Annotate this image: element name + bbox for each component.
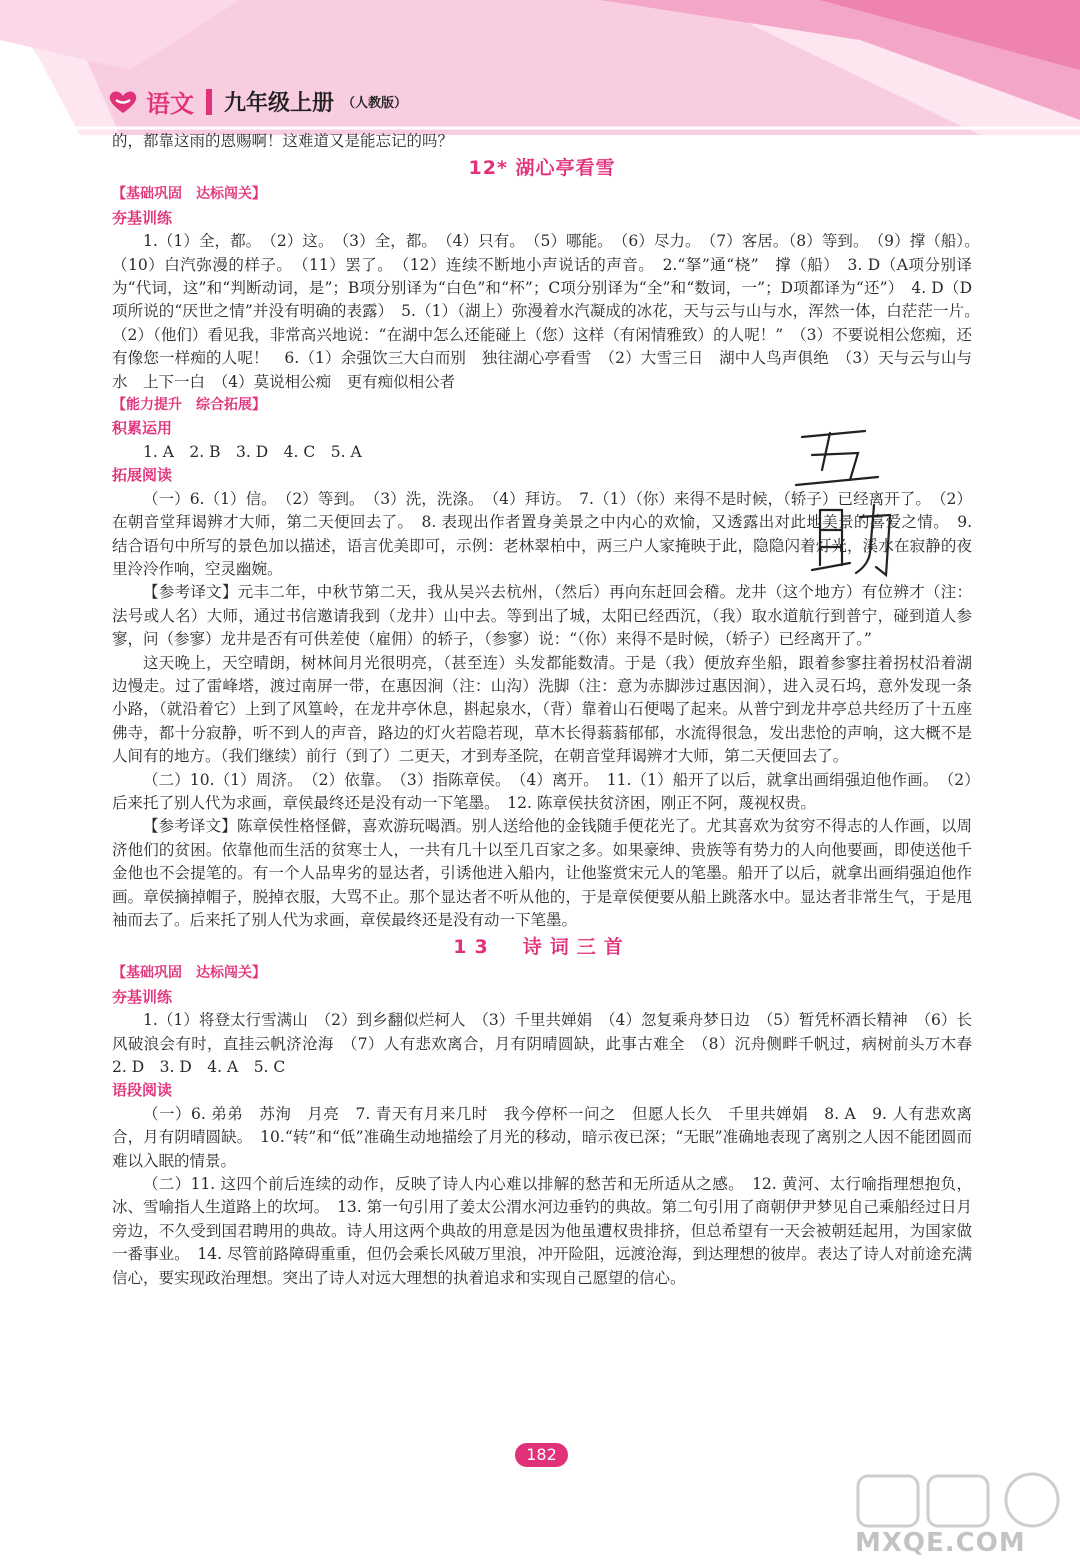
section-13-sub-reading: 语段阅读 — [112, 1081, 173, 1100]
section-12-sub-accumulate: 积累运用 — [112, 419, 173, 438]
subject-label — [108, 84, 407, 119]
intro-line: 的，都靠这雨的恩赐啊！这难道又是能忘记的吗？ — [112, 132, 454, 150]
section-13-reading-2: （二）11. 这四个前后连续的动作，反映了诗人内心难以排解的愁苦和无所适从之感。 12. 黄河、太行喻指理想抱负，冰、雪喻指人生道路上的坎坷。 13. 第一句引用了姜太公渭水河边垂钓的典故。第二句引用了商朝伊尹梦见自己乘船经过日月旁边，不久受到国君聘用的典故。诗人用这两个典故的用意是因为他虽遭权贵排挤，但总希望有一天会被朝廷起用，为国家做一番事业。 14. 尽管前路障碍重重，但仍会乘长风破万里浪，冲开险阻，远渡沧海，到达理想的彼岸。表达了诗人对前途充满信心，要实现政治理想。突出了诗人对远大理想的执着追求和实现自己愿望的信心。 — [112, 1175, 972, 1287]
section-12-translation-1a: 【参考译文】元丰二年，中秋节第二天，我从吴兴去杭州，（然后）再向东赶回会稽。龙井（这个地方）有位辨才（注：法号或人名）大师，通过书信邀请我到（龙井）山中去。等到出了城，太阳已经西沉，（我）取水道航行到普宁，碰到道人参寥，问（参寥）龙井是否有可供差使（雇佣）的轿子，（参寥）说：“（你）来得不是时候，（轿子）已经离开了。” — [112, 583, 972, 649]
subject-name: 语文 — [146, 90, 194, 118]
edition-label: （人教版） — [342, 96, 408, 111]
section-13-tag-basic: 【基础巩固 达标闯关】 — [112, 965, 266, 982]
page-header — [0, 0, 1080, 135]
answer-content — [112, 130, 988, 1290]
section-12-translation-1b: 这天晚上，天空晴朗，树林间月光很明亮，（甚至连）头发都能数清。于是（我）便放弃坐船，跟着参寥拄着拐杖沿着湖边慢走。过了雷峰塔，渡过南屏一带，在惠因涧（注：山沟）洗脚（注：意为赤脚涉过惠因涧），进入灵石坞，意外发现一条小路，（就沿着它）上到了风篁岭，在龙井亭休息，斟起泉水，（背）靠着山石便喝了起来。从普宁到龙井亭总共经历了十五座佛寺，都十分寂静，听不到人的声音，路边的灯火若隐若现，草木长得蓊蓊郁郁，水流得很急，发出悲怆的声响，这大概不是人间有的地方。（我们继续）前行（到了）二更天，才到寿圣院，在朝音堂拜谒辨才大师，第二天便回去了。 — [112, 653, 972, 766]
grade-name: 九年级上册 — [224, 91, 335, 116]
section-12-tag-ability: 【能力提升 综合拓展】 — [112, 397, 266, 414]
section-12-translation-2: 【参考译文】陈章侯性格怪僻，喜欢游玩喝酒。别人送给他的金钱随手便花光了。尤其喜欢为贫穷不得志的人作画，以周济他们的贫困。依靠他而生活的贫寒士人，一共有几十以至几百家之多。如果豪绅、贵族等有势力的人向他要画，即使送他千金他也不会提笔的。有一个人品卑劣的显达者，引诱他进入船内，让他鉴赏宋元人的笔墨。船开了以后，就拿出画绢强迫他作画。章侯摘掉帽子，脱掉衣服，大骂不止。那个显达者不听从他的，于是章侯便要从船上跳落水中。显达者非常生气，于是甩袖而去了。后来托了别人代为求画，章侯最终还是没有动一下笔墨。 — [112, 817, 972, 929]
section-13-title: 13 诗词三首 — [453, 936, 631, 959]
book-heart-icon — [108, 89, 138, 115]
section-13-reading-1: （一）6. 弟弟 苏洵 月亮 7. 青天有月来几时 我今停杯一问之 但愿人长久 千里共婵娟 8. A 9. 人有悲欢离合，月有阴晴圆缺。 10.“转”和“低”准确生动地描绘了月光的移动，暗示夜已深；“无眠”准确地表现了离别之人因不能团圆而难以入眠的情景。 — [112, 1104, 972, 1170]
section-12-sub-extended: 拓展阅读 — [112, 466, 173, 485]
section-12-basic-answers: 1.（1）全，都。 （2）这。 （3）全，都。 （4）只有。 （5）哪能。 （6）尽力。 （7）客居。（8）等到。 （9）撑（船）。 （10）白汽弥漫的样子。 （11）罢了。 （12）连续不断地小声说话的声音。 2.“拏”通“桡” 撑（船） 3. D（A项分别译为“代词，这”和“判断动词，是”；B项分别译为“白色”和“杯”；C项分别译为“全”和“数词，一”；D项都译为“还”） 4. D（D项所说的“厌世之情”并没有明确的表露） 5.（1）（湖上）弥漫着水汽凝成的冰花，天与云与山与水，浑然一体，白茫茫一片。 （2）（他们）看见我，非常高兴地说：“在湖中怎么还能碰上（您）这样（有闲情雅致）的人呢！” （3）不要说相公您痴，还有像您一样痴的人呢！ 6.（1）余强饮三大白而别 独往湖心亭看雪 （2）大雪三日 湖中人鸟声俱绝 （3）天与云与山与水 上下一白 （4）莫说相公痴 更有痴似相公者 — [112, 232, 988, 391]
section-12-accumulate-answers: 1. A 2. B 3. D 4. C 5. A — [143, 442, 362, 461]
page-number: 182 — [515, 1443, 568, 1467]
divider-bar — [206, 89, 212, 115]
section-13-sub-training: 夯基训练 — [112, 987, 173, 1006]
section-12-tag-basic: 【基础巩固 达标闯关】 — [112, 186, 266, 203]
section-12-title: 12* 湖心亭看雪 — [468, 157, 616, 180]
section-13-basic-answers: 1.（1）将登太行雪满山 （2）到乡翻似烂柯人 （3）千里共婵娟 （4）忽复乘舟梦日边 （5）暂凭杯酒长精神 （6）长风破浪会有时，直挂云帆济沧海 （7）人有悲欢离合，月有阴晴圆缺，此事古难全 （8）沉舟侧畔千帆过，病树前头万木春 2. D 3. D 4. A 5. C — [112, 1011, 988, 1077]
watermark-url: MXQE.COM — [855, 1528, 1026, 1558]
section-12-reading-1: （一）6.（1）信。 （2）等到。 （3）洗，洗涤。 （4）拜访。 7.（1）（你）来得不是时候，（轿子）已经离开了。 （2）在朝音堂拜谒辨才大师，第二天便回去了。 8. 表现出作者置身美景之中内心的欢愉，又透露出对此地美景的喜爱之情。 9. 结合语句中所写的景色加以描述，语言优美即可，示例：老林翠柏中，两三户人家掩映于此，隐隐闪着灯光，溪水在寂静的夜里泠泠作响，空灵幽婉。 — [112, 489, 972, 578]
section-12-sub-training: 夯基训练 — [112, 208, 173, 227]
section-12-reading-2: （二）10.（1）周济。 （2）依靠。 （3）指陈章侯。 （4）离开。 11.（1）船开了以后，就拿出画绢强迫他作画。 （2）后来托了别人代为求画，章侯最终还是没有动一下笔墨。 12. 陈章侯扶贫济困，刚正不阿，蔑视权贵。 — [112, 770, 972, 812]
